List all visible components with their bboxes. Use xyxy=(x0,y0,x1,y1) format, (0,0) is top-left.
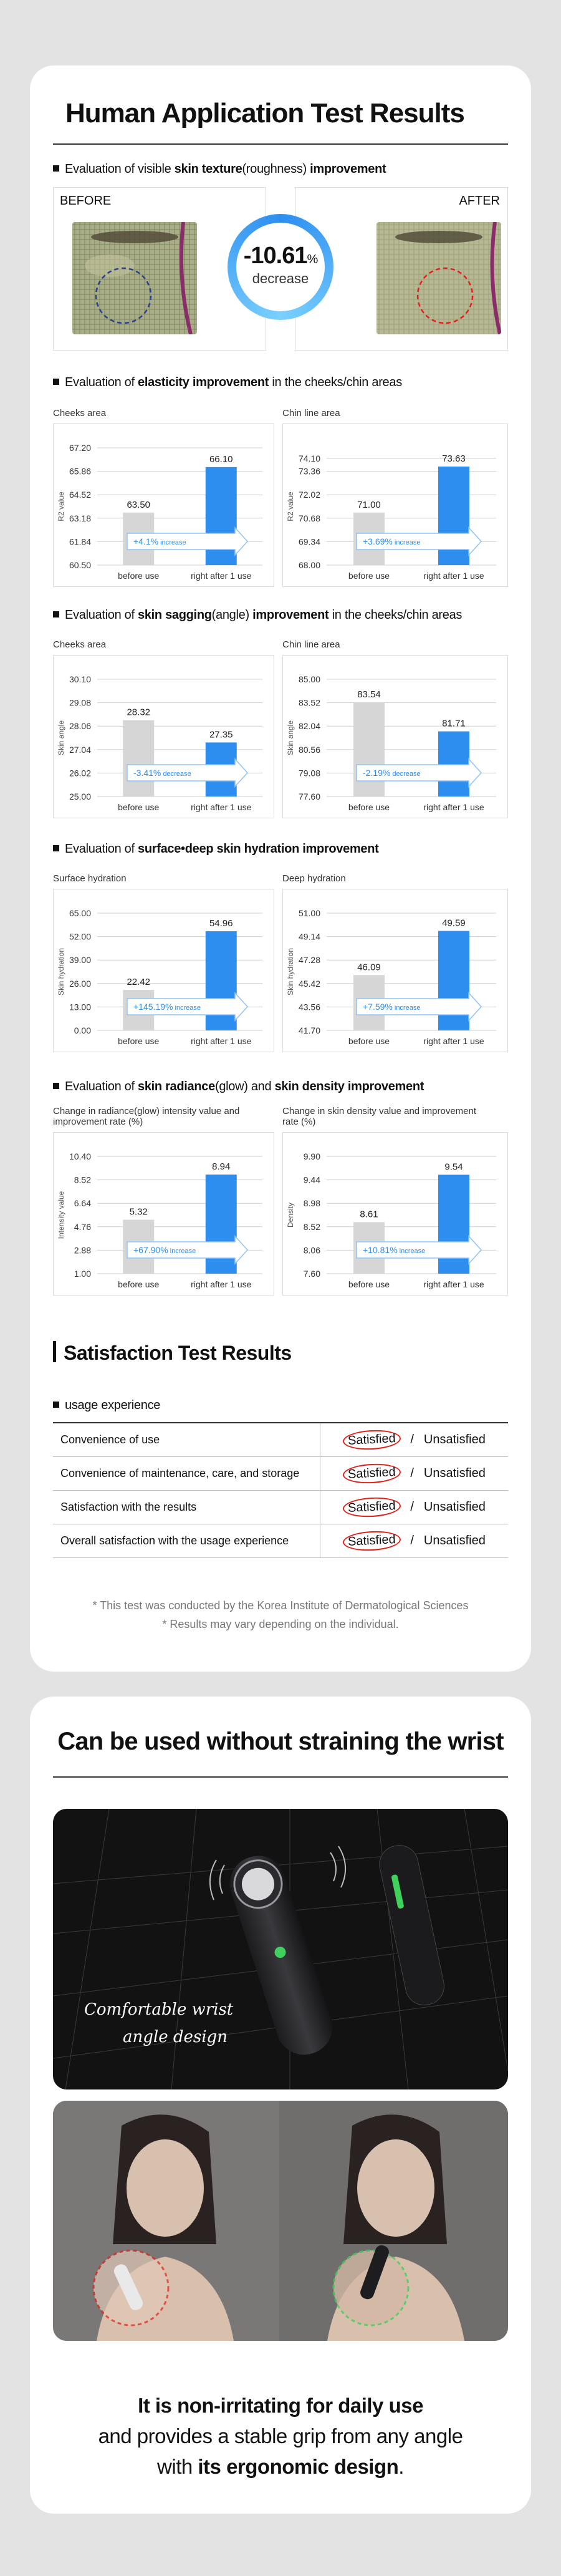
bar-chart xyxy=(282,1132,508,1295)
y-tick-label: 83.52 xyxy=(298,697,320,708)
bar xyxy=(353,702,385,797)
data-label: 63.50 xyxy=(127,499,151,510)
y-tick-label: 41.70 xyxy=(298,1025,320,1035)
y-axis-label: Skin hydration xyxy=(286,947,295,996)
data-label: 71.00 xyxy=(357,499,381,510)
texture-result-ring xyxy=(228,214,333,320)
change-label: +7.59% increase xyxy=(363,1002,421,1012)
data-label: 27.35 xyxy=(209,729,233,740)
chart-svg xyxy=(54,656,274,818)
y-tick-label: 80.56 xyxy=(298,744,320,755)
y-tick-label: 61.84 xyxy=(69,536,91,547)
bar-chart xyxy=(53,655,274,818)
model-photo-strip xyxy=(53,2101,508,2341)
data-label: 8.61 xyxy=(360,1209,378,1220)
closing-statement: It is non-irritating for daily use and provides a stable grip from any angle with its ergonomic design. xyxy=(98,2394,463,2478)
y-tick-label: 10.40 xyxy=(69,1151,91,1161)
satisfaction-table xyxy=(53,1422,508,1558)
chart-svg xyxy=(283,1133,507,1295)
y-tick-label: 26.00 xyxy=(69,978,91,989)
title-divider xyxy=(53,143,508,145)
y-tick-label: 60.50 xyxy=(69,560,91,570)
y-axis-label: Skin angle xyxy=(286,720,295,756)
satisfaction-row xyxy=(53,1456,508,1490)
x-tick-label: right after 1 use xyxy=(423,802,484,812)
data-label: 66.10 xyxy=(209,453,233,465)
bar-chart xyxy=(282,424,508,587)
y-tick-label: 1.00 xyxy=(74,1269,91,1279)
answer-separator: / xyxy=(410,1466,414,1480)
bar-chart xyxy=(53,889,274,1052)
data-label: 22.42 xyxy=(127,977,151,988)
y-tick-label: 28.06 xyxy=(69,721,91,732)
answer-separator: / xyxy=(410,1499,414,1514)
bar xyxy=(438,1174,469,1274)
change-label: +3.69% increase xyxy=(363,536,421,546)
model-photos xyxy=(53,2101,508,2341)
y-tick-label: 9.90 xyxy=(303,1151,320,1161)
x-tick-label: right after 1 use xyxy=(423,1036,484,1046)
footnote-institute: * This test was conducted by the Korea Institute of Dermatological Sciences xyxy=(92,1599,469,1612)
y-tick-label: 6.64 xyxy=(74,1198,91,1209)
y-tick-label: 85.00 xyxy=(298,674,320,684)
y-axis-label: R2 value xyxy=(286,491,295,521)
y-tick-label: 51.00 xyxy=(298,908,320,918)
chart-title: Chin line area xyxy=(282,639,340,650)
chart-svg xyxy=(283,424,507,586)
x-tick-label: before use xyxy=(118,1279,160,1289)
satisfied-option-circled: Satisfied xyxy=(342,1428,401,1451)
satisfaction-question: Convenience of use xyxy=(53,1423,320,1456)
chart-title: Change in skin density value and improvement rate (%) xyxy=(282,1106,477,1127)
section-texture-heading: Evaluation of visible skin texture(roughness) improvement xyxy=(53,162,386,177)
x-tick-label: right after 1 use xyxy=(191,802,252,812)
y-tick-label: 49.14 xyxy=(298,931,320,942)
satisfaction-question: Convenience of maintenance, care, and storage xyxy=(53,1456,320,1490)
satisfaction-question: Overall satisfaction with the usage experience xyxy=(53,1524,320,1557)
section-elasticity-heading: Evaluation of elasticity improvement in the cheeks/chin areas xyxy=(53,375,402,390)
device-caption: Comfortable wrist angle design xyxy=(84,2000,234,2046)
unsatisfied-option: Unsatisfied xyxy=(423,1499,486,1514)
x-tick-label: right after 1 use xyxy=(191,1036,252,1046)
change-label: -3.41% decrease xyxy=(133,768,191,778)
y-tick-label: 65.86 xyxy=(69,466,91,477)
y-tick-label: 64.52 xyxy=(69,490,91,500)
x-tick-label: before use xyxy=(348,802,390,812)
y-axis-label: R2 value xyxy=(57,491,65,521)
x-tick-label: before use xyxy=(348,1036,390,1046)
after-label: AFTER xyxy=(459,194,500,208)
unsatisfied-option: Unsatisfied xyxy=(423,1533,486,1547)
y-tick-label: 39.00 xyxy=(69,955,91,966)
x-tick-label: right after 1 use xyxy=(191,1279,252,1289)
x-tick-label: before use xyxy=(118,571,160,581)
change-label: +10.81% increase xyxy=(363,1245,426,1255)
y-tick-label: 79.08 xyxy=(298,768,320,778)
test-results-card xyxy=(30,65,531,1672)
y-tick-label: 68.00 xyxy=(298,560,320,570)
satisfied-option-circled: Satisfied xyxy=(342,1496,401,1518)
change-label: +145.19% increase xyxy=(133,1002,201,1012)
unsatisfied-option: Unsatisfied xyxy=(423,1466,486,1480)
bar xyxy=(438,732,469,797)
y-tick-label: 29.08 xyxy=(69,697,91,708)
satisfaction-row xyxy=(53,1490,508,1524)
y-tick-label: 2.88 xyxy=(74,1245,91,1256)
chart-svg xyxy=(54,889,274,1052)
y-tick-label: 26.02 xyxy=(69,768,91,778)
section-hydration-heading: Evaluation of surface•deep skin hydration improvement xyxy=(53,842,379,856)
satisfaction-row xyxy=(53,1423,508,1456)
bar xyxy=(123,720,154,797)
page-title: Human Application Test Results xyxy=(65,98,464,128)
y-tick-label: 70.68 xyxy=(298,513,320,523)
y-tick-label: 63.18 xyxy=(69,513,91,523)
chart-title: Deep hydration xyxy=(282,873,346,884)
answer-separator: / xyxy=(410,1432,414,1446)
y-tick-label: 0.00 xyxy=(74,1025,91,1035)
unsatisfied-option: Unsatisfied xyxy=(423,1432,486,1446)
x-tick-label: before use xyxy=(118,1036,160,1046)
data-label: 46.09 xyxy=(357,962,381,973)
satisfaction-answer xyxy=(320,1423,508,1456)
satisfaction-answer xyxy=(320,1490,508,1524)
change-label: +67.90% increase xyxy=(133,1245,196,1255)
data-label: 9.54 xyxy=(444,1161,463,1173)
ergonomic-title: Can be used without straining the wrist xyxy=(57,1728,504,1755)
bar xyxy=(206,467,237,565)
y-tick-label: 4.76 xyxy=(74,1221,91,1232)
x-tick-label: before use xyxy=(118,802,160,812)
y-tick-label: 72.02 xyxy=(298,490,320,500)
y-tick-label: 45.42 xyxy=(298,978,320,989)
bar xyxy=(206,1174,237,1274)
bar-chart xyxy=(282,889,508,1052)
ergonomic-card xyxy=(30,1697,531,2514)
satisfaction-row xyxy=(53,1524,508,1557)
change-label: +4.1% increase xyxy=(133,536,186,546)
data-label: 28.32 xyxy=(127,707,151,718)
ergonomic-divider xyxy=(53,1776,508,1778)
bar xyxy=(206,931,237,1030)
satisfaction-title-bar xyxy=(53,1341,56,1362)
y-tick-label: 9.44 xyxy=(303,1174,320,1185)
data-label: 54.96 xyxy=(209,918,233,929)
y-axis-label: Skin hydration xyxy=(57,947,65,996)
before-label: BEFORE xyxy=(60,194,112,208)
x-tick-label: right after 1 use xyxy=(191,571,252,581)
data-label: 83.54 xyxy=(357,689,381,700)
satisfied-option-circled: Satisfied xyxy=(342,1462,401,1484)
y-axis-label: Intensity value xyxy=(57,1191,65,1239)
chart-title: Surface hydration xyxy=(53,873,127,884)
data-label: 8.94 xyxy=(212,1161,231,1173)
y-tick-label: 8.52 xyxy=(303,1221,320,1232)
bar-chart xyxy=(282,655,508,818)
bar-chart xyxy=(53,424,274,587)
section-radiance-heading: Evaluation of skin radiance(glow) and skin density improvement xyxy=(53,1080,424,1094)
bar-chart xyxy=(53,1132,274,1295)
y-tick-label: 27.04 xyxy=(69,744,91,755)
satisfaction-subtitle: usage experience xyxy=(53,1398,160,1413)
bar xyxy=(438,931,469,1030)
y-tick-label: 8.98 xyxy=(303,1198,320,1209)
chart-title: Cheeks area xyxy=(53,639,107,650)
chart-svg xyxy=(54,424,274,586)
y-tick-label: 67.20 xyxy=(69,443,91,453)
y-tick-label: 69.34 xyxy=(298,536,320,547)
chart-svg xyxy=(283,656,507,818)
chart-title: Cheeks area xyxy=(53,408,107,419)
y-axis-label: Skin angle xyxy=(57,720,65,756)
chart-title: Chin line area xyxy=(282,408,340,419)
y-tick-label: 47.28 xyxy=(298,955,320,966)
chart-svg xyxy=(283,889,507,1052)
y-tick-label: 13.00 xyxy=(69,1002,91,1012)
x-tick-label: right after 1 use xyxy=(423,571,484,581)
satisfaction-question: Satisfaction with the results xyxy=(53,1490,320,1524)
texture-result-value: -10.61% xyxy=(243,243,318,269)
x-tick-label: right after 1 use xyxy=(423,1279,484,1289)
y-tick-label: 77.60 xyxy=(298,792,320,801)
x-tick-label: before use xyxy=(348,571,390,581)
y-tick-label: 43.56 xyxy=(298,1002,320,1012)
x-tick-label: before use xyxy=(348,1279,390,1289)
satisfaction-answer xyxy=(320,1456,508,1490)
before-skin-photo xyxy=(72,222,197,334)
section-sagging-heading: Evaluation of skin sagging(angle) improvement in the cheeks/chin areas xyxy=(53,608,462,622)
y-tick-label: 25.00 xyxy=(69,792,91,801)
satisfaction-answer xyxy=(320,1524,508,1557)
y-axis-label: Density xyxy=(286,1202,295,1228)
answer-separator: / xyxy=(410,1533,414,1547)
y-tick-label: 52.00 xyxy=(69,931,91,942)
y-tick-label: 8.06 xyxy=(303,1245,320,1256)
data-label: 73.63 xyxy=(442,453,466,465)
change-label: -2.19% decrease xyxy=(363,768,421,778)
y-tick-label: 8.52 xyxy=(74,1174,91,1185)
y-tick-label: 7.60 xyxy=(303,1269,320,1279)
y-tick-label: 65.00 xyxy=(69,908,91,918)
texture-result-word: decrease xyxy=(252,271,309,286)
device-banner xyxy=(53,1809,508,2089)
chart-svg xyxy=(54,1133,274,1295)
chart-title: Change in radiance(glow) intensity value and improvement rate (%) xyxy=(53,1106,240,1127)
bar xyxy=(438,467,469,565)
y-tick-label: 30.10 xyxy=(69,674,91,684)
satisfaction-title: Satisfaction Test Results xyxy=(64,1342,292,1364)
data-label: 49.59 xyxy=(442,918,466,929)
data-label: 5.32 xyxy=(129,1206,148,1218)
y-tick-label: 82.04 xyxy=(298,721,320,732)
footnote-disclaimer: * Results may vary depending on the individual. xyxy=(162,1618,399,1630)
data-label: 81.71 xyxy=(442,718,466,729)
satisfied-option-circled: Satisfied xyxy=(342,1529,401,1552)
y-tick-label: 73.36 xyxy=(298,466,320,477)
y-tick-label: 74.10 xyxy=(298,453,320,463)
after-skin-photo xyxy=(376,222,501,334)
